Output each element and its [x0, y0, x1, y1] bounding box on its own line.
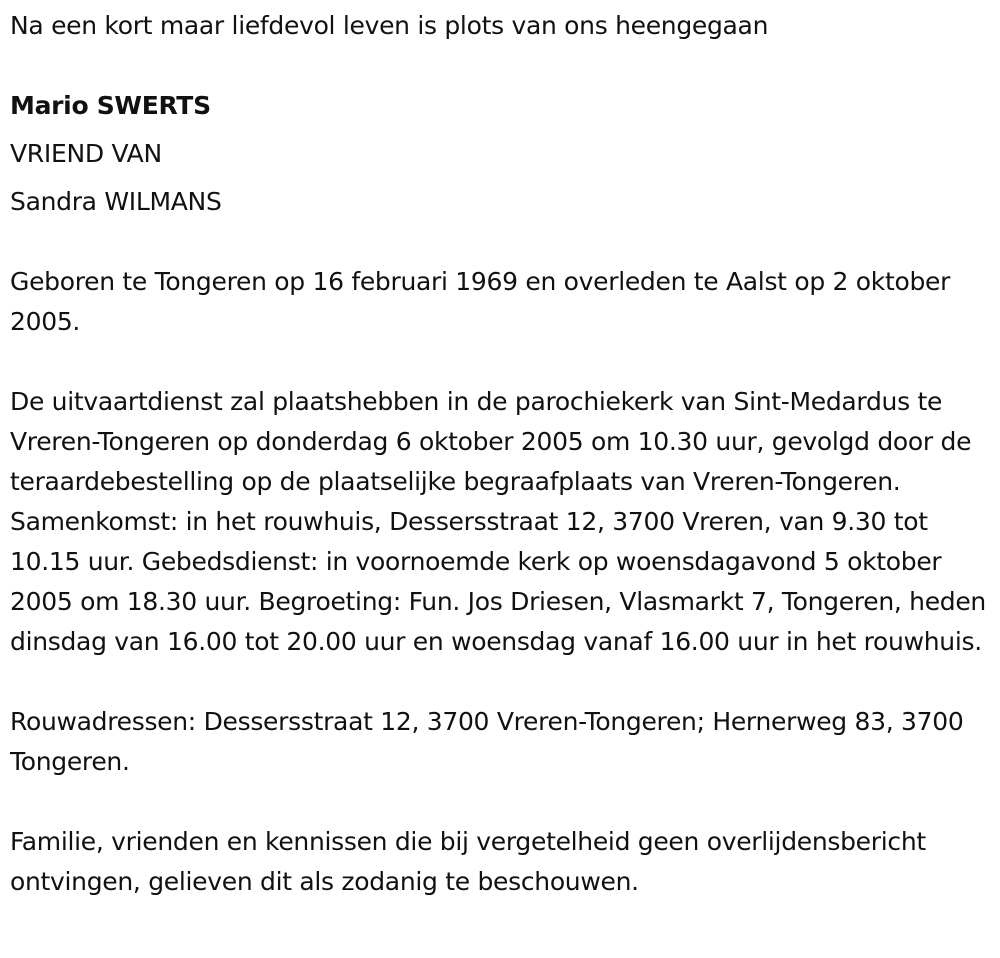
closing-paragraph: Familie, vrienden en kennissen die bij vergetelheid geen overlijdensbericht ontvingen, gelieven dit als zodanig te beschouwen. [10, 827, 926, 896]
spacer [10, 222, 992, 262]
intro-line: Na een kort maar liefdevol leven is plots van ons heengegaan [10, 11, 769, 40]
spacer [10, 662, 992, 702]
mourning-addresses-paragraph: Rouwadressen: Dessersstraat 12, 3700 Vreren-Tongeren; Hernerweg 83, 3700 Tongeren. [10, 707, 964, 776]
relation-line: VRIEND VAN [10, 139, 162, 168]
funeral-service-paragraph: De uitvaartdienst zal plaatshebben in de parochiekerk van Sint-Medardus te Vreren-Tongeren op donderdag 6 oktober 2005 om 10.30 uur, gevolgd door de teraardebestelling op de plaatselijke begraafplaats van Vreren-Tongeren. Samenkomst: in het rouwhuis, Dessersstraat 12, 3700 Vreren, van 9.30 tot 10.15 uur. Gebedsdienst: in voornoemde kerk op woensdagavond 5 oktober 2005 om 18.30 uur. Begroeting: Fun. Jos Driesen, Vlasmarkt 7, Tongeren, heden dinsdag van 16.00 tot 20.00 uur en woensdag vanaf 16.00 uur in het rouwhuis. [10, 387, 986, 656]
partner-name: Sandra WILMANS [10, 187, 222, 216]
spacer [10, 342, 992, 382]
spacer [10, 782, 992, 822]
obituary-notice [10, 6, 992, 902]
birth-death-paragraph: Geboren te Tongeren op 16 februari 1969 en overleden te Aalst op 2 oktober 2005. [10, 267, 951, 336]
deceased-name: Mario SWERTS [10, 91, 211, 120]
